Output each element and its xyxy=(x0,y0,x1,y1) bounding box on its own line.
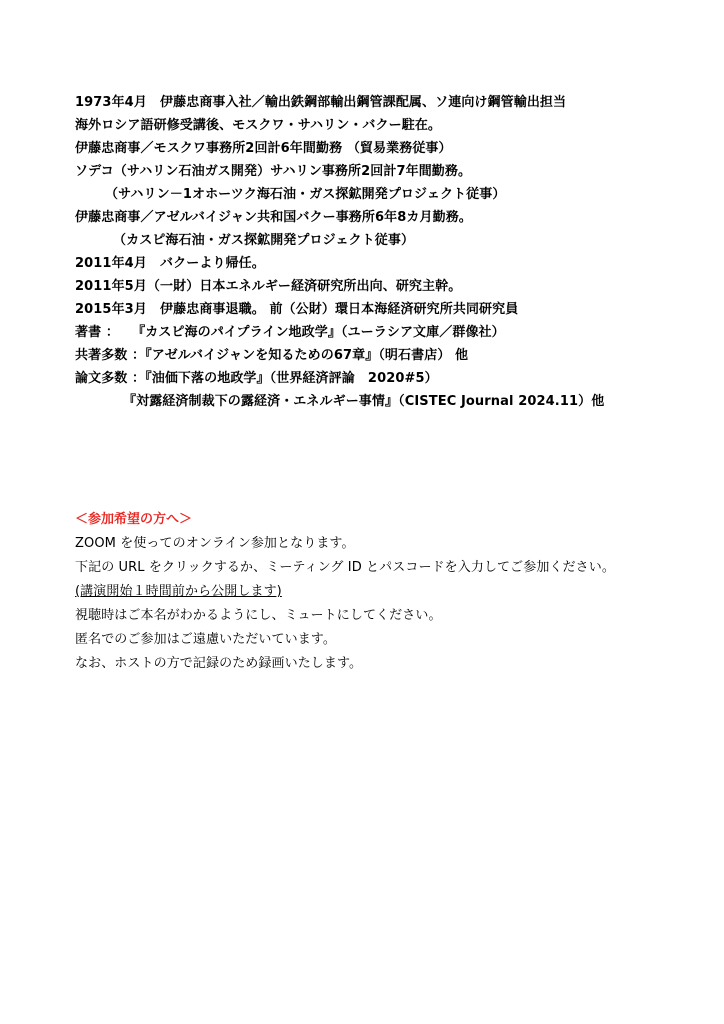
bio-line: 2011年4月 バクーより帰任。 xyxy=(75,256,265,271)
notice-line: (講演開始１時間前から公開します) xyxy=(75,584,282,599)
notice-line: 視聴時はご本名がわかるようにし、ミュートにしてください。 xyxy=(75,608,442,623)
bio-line: ソデコ（サハリン石油ガス開発）サハリン事務所2回計7年間勤務。 xyxy=(75,164,472,179)
bio-line: 伊藤忠商事／アゼルバイジャン共和国バクー事務所6年8カ月勤務。 xyxy=(75,210,472,225)
notice-line: 下記の URL をクリックするか、ミーティング ID とパスコードを入力してご参加ください。 xyxy=(75,560,615,575)
bio-line: 論文多数 ：『油価下落の地政学』（世界経済評論 2020#5） xyxy=(75,371,438,386)
bio-line: 1973年4月 伊藤忠商事入社／輸出鉄鋼部輸出鋼管課配属、ソ連向け鋼管輸出担当 xyxy=(75,95,567,110)
bio-line: （サハリン－1オホーツク海石油・ガス探鉱開発プロジェクト従事） xyxy=(105,187,506,202)
bio-line: 2015年3月 伊藤忠商事退職。 前（公財）環日本海経済研究所共同研究員 xyxy=(75,302,519,317)
bio-line: 著書 ： 『カスピ海のパイプライン地政学』（ユーラシア文庫／群像社） xyxy=(75,325,505,340)
bio-line: 伊藤忠商事／モスクワ事務所2回計6年間勤務 （貿易業務従事） xyxy=(75,141,452,156)
notice-line: 匿名でのご参加はご遠慮いただいています。 xyxy=(75,632,336,647)
bio-line: 共著多数 ：『アゼルバイジャンを知るための67章』（明石書店） 他 xyxy=(75,348,469,363)
notice-line: なお、ホストの方で記録のため録画いたします。 xyxy=(75,656,363,671)
notice-title: ＜参加希望の方へ＞ xyxy=(75,512,193,527)
notice-line: ZOOM を使ってのオンライン参加となります。 xyxy=(75,536,355,551)
speaker-biography xyxy=(75,91,665,413)
bio-line: 海外ロシア語研修受講後、モスクワ・サハリン・バクー駐在。 xyxy=(75,118,442,133)
bio-line: 2011年5月（一財）日本エネルギー経済研究所出向、研究主幹。 xyxy=(75,279,462,294)
bio-line: （カスピ海石油・ガス探鉱開発プロジェクト従事） xyxy=(113,233,415,248)
bio-line: 『対露経済制裁下の露経済・エネルギー事情』（CISTEC Journal 2024.11）他 xyxy=(123,394,605,409)
participation-notice xyxy=(75,508,665,676)
